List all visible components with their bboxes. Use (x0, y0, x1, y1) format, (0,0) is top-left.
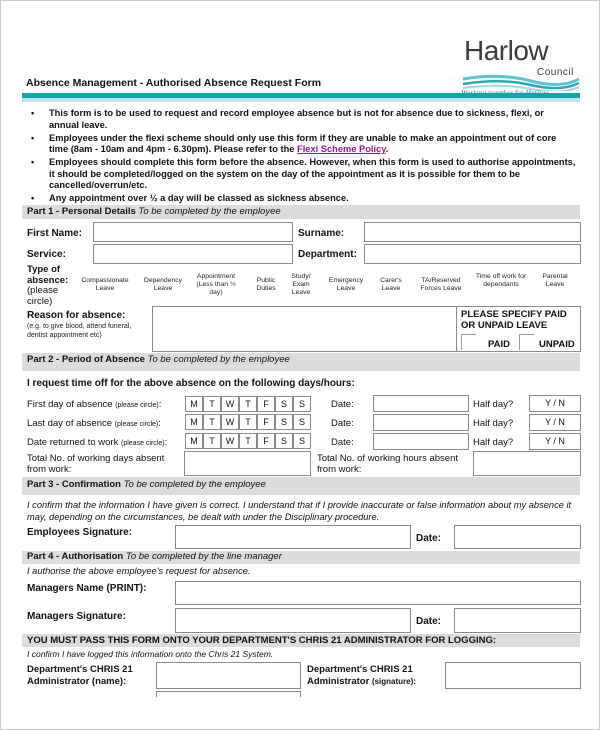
first-day-date-input[interactable] (373, 395, 469, 412)
logo-council: Council (537, 67, 574, 78)
last-day-wed[interactable]: W (221, 414, 239, 430)
total-days-input[interactable] (184, 451, 311, 476)
total-days-label: Total No. of working days absent from work: (27, 453, 165, 475)
first-day-wed[interactable]: W (221, 396, 239, 412)
manager-name-input[interactable] (175, 581, 581, 605)
header-accent-bar-light (22, 98, 580, 102)
admin-signature-input[interactable] (445, 662, 581, 689)
first-day-half-label: Half day? (473, 399, 514, 410)
intro-bullet: • Any appointment over ½ a day will be classed as sickness absence. (31, 193, 576, 205)
surname-input[interactable] (364, 222, 581, 242)
admin-signature-label: Department's CHRIS 21 Administrator (signature): (307, 664, 416, 687)
returned-mon[interactable]: M (185, 433, 203, 449)
absence-type-appointment[interactable]: Appointment (Less than ½ day) (196, 273, 236, 296)
returned-wed[interactable]: W (221, 433, 239, 449)
returned-sat[interactable]: S (275, 433, 293, 449)
absence-type-compassionate[interactable]: Compassionate Leave (81, 277, 129, 292)
admin-name-input[interactable] (156, 662, 301, 689)
intro-bullet: • Employees under the flexi scheme should only use this form if they are unable to make an appointment out of core time (8am - 10am and 4pm - 6.30pm). Please refer to the Flexi Scheme Policy. (31, 133, 576, 156)
first-day-label: First day of absence (please circle): (27, 399, 162, 410)
page-title: Absence Management - Authorised Absence Request Form (26, 77, 322, 89)
manager-signature-input[interactable] (175, 608, 411, 633)
employee-signature-input[interactable] (175, 525, 411, 549)
department-input[interactable] (364, 244, 581, 264)
last-day-half-label: Half day? (473, 418, 514, 429)
part1-header: Part 1 - Personal Details To be completed by the employee (22, 205, 580, 219)
service-input[interactable] (93, 244, 293, 264)
paid-label: PAID (488, 339, 510, 350)
reason-input[interactable] (152, 306, 457, 352)
unpaid-label: UNPAID (539, 339, 575, 350)
last-day-label: Last day of absence (please circle): (27, 418, 161, 429)
returned-date-input[interactable] (373, 433, 469, 450)
last-day-mon[interactable]: M (185, 414, 203, 430)
first-day-sat[interactable]: S (275, 396, 293, 412)
returned-fri[interactable]: F (257, 433, 275, 449)
intro-bullet: • This form is to be used to request and record employee absence but is not for absence due to sickness, flexi, or annual leave. (31, 108, 576, 131)
absence-type-emergency[interactable]: Emergency Leave (328, 277, 364, 292)
employee-date-label: Date: (416, 533, 442, 544)
intro-bullets (31, 108, 576, 206)
absence-type-dependency[interactable]: Dependency Leave (143, 277, 183, 292)
absence-type-study-exam[interactable]: Study/ Exam Leave (291, 273, 311, 296)
returned-date-label: Date: (331, 437, 354, 448)
part4-header: Part 4 - Authorisation To be completed by the line manager (22, 551, 580, 564)
last-day-sun[interactable]: S (293, 414, 311, 430)
intro-bullet: • Employees should complete this form before the absence. However, when this form is used to authorise appointments, it should be completed/logged on the system on the day of the appointment as it is possible for them to be cancelled/overrun/etc. (31, 157, 576, 192)
admin-header: YOU MUST PASS THIS FORM ONTO YOUR DEPARTMENT'S CHRIS 21 ADMINISTRATOR FOR LOGGING: (22, 634, 580, 647)
returned-tue[interactable]: T (203, 433, 221, 449)
returned-half-label: Half day? (473, 437, 514, 448)
absence-type-parental[interactable]: Parental Leave (542, 273, 568, 288)
manager-date-label: Date: (416, 616, 442, 627)
returned-label: Date returned to work (please circle): (27, 437, 168, 448)
confirmation-statement: I confirm that the information I have given is correct. I understand that if I provide inaccurate or false information about my absence it may, depending on the circumstances, be dealt with under the Disciplinary procedure. (27, 500, 572, 522)
manager-date-input[interactable] (454, 608, 581, 633)
last-day-thu[interactable]: T (239, 414, 257, 430)
first-day-date-label: Date: (331, 399, 354, 410)
last-day-half-yn[interactable]: Y / N (529, 414, 581, 431)
employee-signature-label: Employees Signature: (27, 527, 133, 538)
returned-half-yn[interactable]: Y / N (529, 433, 581, 450)
paid-checkbox[interactable] (461, 334, 476, 350)
manager-name-label: Managers Name (PRINT): (27, 583, 147, 594)
admin-extra-box (156, 691, 301, 697)
returned-thu[interactable]: T (239, 433, 257, 449)
first-day-fri[interactable]: F (257, 396, 275, 412)
admin-statement: I confirm I have logged this information onto the Chris 21 System. (27, 649, 274, 659)
first-name-label: First Name: (27, 228, 83, 239)
manager-signature-label: Managers Signature: (27, 611, 126, 622)
absence-type-time-off-dependants[interactable]: Time off work for dependants (475, 273, 527, 288)
unpaid-checkbox[interactable] (519, 334, 534, 350)
paid-unpaid-heading: PLEASE SPECIFY PAID OR UNPAID LEAVE (461, 309, 567, 331)
first-name-input[interactable] (93, 222, 293, 242)
total-hours-label: Total No. of working hours absent from work: (317, 453, 458, 475)
service-label: Service: (27, 249, 66, 260)
last-day-tue[interactable]: T (203, 414, 221, 430)
first-day-thu[interactable]: T (239, 396, 257, 412)
employee-date-input[interactable] (454, 525, 581, 549)
department-label: Department: (298, 249, 357, 260)
paid-unpaid-box (456, 306, 581, 352)
reason-hint: (e.g. to give blood, attend funeral, dentist appointment etc) (27, 323, 132, 339)
flexi-scheme-policy-link[interactable]: Flexi Scheme Policy (297, 144, 386, 154)
type-of-absence-label: Type of absence: (please circle) (27, 264, 69, 307)
admin-name-label: Department's CHRIS 21 Administrator (name): (27, 664, 133, 687)
last-day-date-input[interactable] (373, 414, 469, 431)
request-text: I request time off for the above absence on the following days/hours: (27, 378, 355, 389)
first-day-mon[interactable]: M (185, 396, 203, 412)
first-day-sun[interactable]: S (293, 396, 311, 412)
authorisation-statement: I authorise the above employee's request for absence. (27, 566, 251, 576)
part3-header: Part 3 - Confirmation To be completed by the employee (22, 477, 580, 495)
absence-type-public-duties[interactable]: Public Duties (256, 277, 276, 292)
last-day-date-label: Date: (331, 418, 354, 429)
logo-harlow: Harlow (464, 35, 549, 66)
total-hours-input[interactable] (473, 451, 581, 476)
absence-type-carers[interactable]: Carer's Leave (380, 277, 402, 292)
reason-label: Reason for absence: (27, 310, 126, 321)
last-day-sat[interactable]: S (275, 414, 293, 430)
returned-sun[interactable]: S (293, 433, 311, 449)
surname-label: Surname: (298, 228, 345, 239)
last-day-fri[interactable]: F (257, 414, 275, 430)
first-day-tue[interactable]: T (203, 396, 221, 412)
part2-header: Part 2 - Period of Absence To be completed by the employee (22, 353, 580, 371)
absence-type-ta-reserved[interactable]: TA/Reserved Forces Leave (420, 277, 462, 292)
first-day-half-yn[interactable]: Y / N (529, 395, 581, 412)
